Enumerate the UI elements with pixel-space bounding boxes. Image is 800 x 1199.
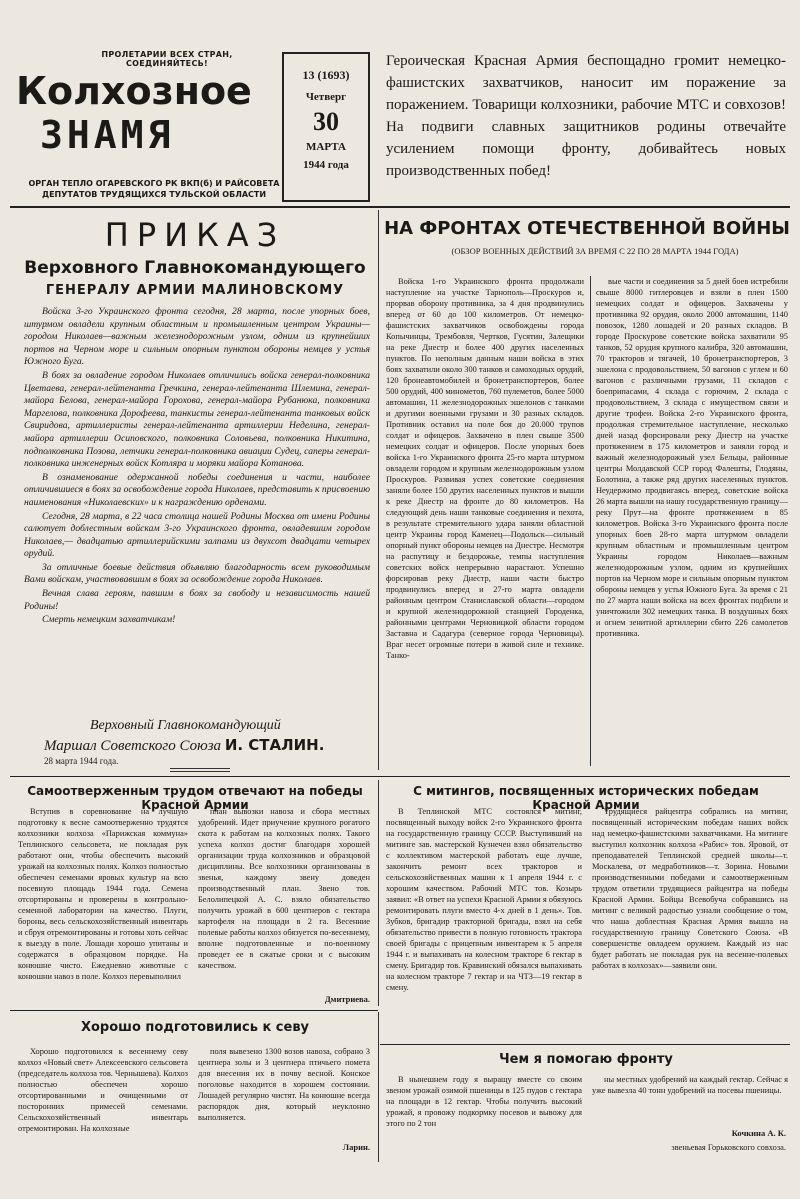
order-paragraph: Сегодня, 28 марта, в 22 часа столица нашей Родины Москва от имени Родины салютует доблестным войскам 3-го Украинского фронта, овладевшим городом Николаев,— двадцатью артиллерийскими залпами из двухсот двадцати четырех орудий. bbox=[24, 510, 370, 560]
section-divider bbox=[380, 1044, 790, 1045]
section-divider bbox=[10, 1010, 378, 1011]
order-signature bbox=[44, 736, 374, 755]
issue-weekday: Четверг bbox=[305, 91, 347, 103]
article-column bbox=[386, 1074, 582, 1162]
article-column bbox=[18, 806, 188, 1006]
article-column bbox=[198, 806, 370, 996]
ornament-divider bbox=[170, 768, 230, 772]
article-text: план вывозки навоза и сбора местных удобрений. Идет приучение крупного рогатого скота к работам на колхозных полях. Такого успеха колхоз достиг благодаря хорошей организации труда колхозников и образцовой дисциплины. Все колхозники организованы в звенья, каждому звену доведен производственный план. Звено тов. Белолипецкой А. С. взяло обязательство получить урожай в 600 центнеров с гектара картофеля на площади в 2 га. Весенние полевые работы колхоз обязуется по-весеннему, вполне подготовленные и по-военному проведет ее в сжатые сроки и с высоким качеством. bbox=[198, 807, 370, 970]
masthead-motto: ПРОЛЕТАРИИ ВСЕХ СТРАН, СОЕДИНЯЙТЕСЬ! bbox=[101, 50, 233, 68]
front-review-text: Войска 1-го Украинского фронта продолжали наступление на участке Тарнополь—Проскуров и, прорвав оборону противника, за 4 дня продвинулись вперед от 60 до 100 километров. От немецко-фашистских захватчиков освобождены города Копычинцы, Трембовля, Чертков, Гусятин, Залещики на реке Днестр и более 400 других населенных пунктов. По неполным данным наши войска в этих боях захватили около 300 танков и самоходных орудий, 120 бронеавтомобилей и бронетранспортеров, более 500 орудий, 400 минометов, 760 пулеметов, более 5000 автомашин, 11 железнодорожных эшелонов с танками и другими военными грузами и 30 разных складов. Противник оставил на поле боя до 20.000 трупов солдат и офицеров. Захвачено в плен свыше 3500 немецких солдат и офицеров. После упорных боев войска 1-го Украинского фронта 25-го марта штурмом овладели городом и крупным железнодорожным узлом Проскуров. Развивая успех советские соединения заняли более 150 других населенных пунктов и вышли к реке Днестр на фронте до 80 километров. На следующий день наши танковые соединения и пехота, в результате стремительного удара заняли областной центр Украины город Каменец—Подольск—сильный опорный пункт обороны немцев на Днестре. Несмотря на распутицу и бездорожье, темпы наступления советских войск непрерывно нарастают. Успешно форсировав реку Днестр, наши части быстро продвинулись вперед и 27-го марта овладели районным центром Станиславской области—городом и крупной железнодорожной станцией Городенка, районными центрами Черновицкой области городом Заставна и Садагура (северное города Черновицы). Враг несет огромные потери в живой силе и технике. Танко- bbox=[386, 277, 584, 660]
issue-date-box bbox=[282, 52, 370, 202]
article-author: Дмитриева. bbox=[324, 994, 370, 1004]
article-text: Вступив в соревнование на лучшую подготовку к весне самоотверженно трудятся колхозники колхоза «Парижская коммуна» Теплинского сельсовета, не покладая рук работают они, чтобы обеспечить высокий урожай на колхозных полях. Колхоз полностью обеспечен семенами яровых культур на всю посевную площадь 1944 года. Семена отсортированы и проверены в контрольно-семенной лаборатории на качество. Плуги, бороны, весь сельскохозяйственный инвентарь и сбруя отремонтированы и готовы хоть сейчас к выезду в поле. Лошади хорошо упитаны и содержатся в образцовом порядке. На конюшне чисто. Ежедневно животные с конюшни навоз в поле. Колхоз перевыполнил bbox=[18, 807, 188, 981]
article-column bbox=[592, 806, 788, 1038]
article-column bbox=[198, 1046, 370, 1142]
order-signature-name: И. СТАЛИН. bbox=[224, 736, 325, 754]
order-date: 28 марта 1944 года. bbox=[44, 756, 119, 766]
article-author: Кочкина А. К. bbox=[731, 1128, 786, 1138]
article-text: Трудящиеся райцентра собрались на митинг, посвященный историческим победам наших войск над немецко-фашистскими захватчиками. На митинге выступил колхозник колхоза «Рабис» тов. Яровой, от преподавателей Теплинской средней школы—т. Москалева, от медработников—т. Зорина. Новыми производственными победами и самоотверженным трудом ответили трудящиеся райцентра на победы Красной Армии. Бойцы Всевобуча собравшись на митинг с великой радостью узнали сообщение о том, что наша доблестная Красная Армия вышла на государственную границу Советского Союза. «В совершенстве овладеем оружием. Каждый из нас будет работать не покладая рук на весенне-полевых работах в колхозах»—заявили они. bbox=[592, 807, 788, 970]
article-title: С митингов, посвященных исторических победам Красной Армии bbox=[413, 784, 759, 812]
order-paragraph: За отличные боевые действия объявляю благодарность всем руководимым Вами войскам, участвовавшим в боях за освобождение города Николаев. bbox=[24, 561, 370, 586]
masthead-divider bbox=[10, 206, 790, 208]
article-author-note: звеньевая Горьковского совхоза. bbox=[671, 1143, 786, 1152]
order-paragraph: Вечная слава героям, павшим в боях за свободу и независимость нашей Родины! bbox=[24, 588, 370, 612]
newspaper-title-line2: ЗНАМЯ bbox=[40, 113, 175, 157]
article-column bbox=[386, 806, 582, 1038]
front-review-column-2 bbox=[596, 276, 788, 766]
front-review-text: вые части и соединения за 5 дней боев истребили свыше 8000 гитлеровцев и взяли в плен 1500 немецких солдат и офицеров. Захвачены у противника 92 орудия, около 2000 автомашин, 1140 повозок, 1280 лошадей и 20 разных складов. В городе Проскурове советские войска захватили 95 танков, 52 орудия крупного калибра, 320 автомашин, 70 тракторов и тягачей, 10 бронетранспортеров, 3 эшелона с продовольствием, 50 вагонов с углем и 60 вагонов с различными грузами, 11 складов с боеприпасами, 4 склада с горючим, 2 склада с продовольствием, 3 склада с имуществом связи и другие трофеи. Войска 2-го Украинского фронта, продолжая стремительное наступление, несколько дней назад форсировали реку Днестр на участке протяжением в 175 километров и заняли город и важный железнодорожный узел Бельцы, районные центры Молдавской ССР город Фалешты, Глодяны, Болотина, а также ряд других населенных пунктов. Неудержимо продвигаясь вперед, советские войска 26 марта вышли на нашу государственную границу—реку Прут—на фронте протяжением в 85 километров. Войска 3-го Украинского фронта после упорных боев 28-го марта штурмом овладели крупным областным и промышленным центром Украины городом Николаев—важным железнодорожным узлом, одним из крупнейших портов на Черном море и сильным опорным пунктом обороны немцев у устья Южного Буга. За время с 21 по 27 марта наши войска на всех фронтах подбили и уничтожили 302 немецких танка. В воздушных боях и огнем зенитной артиллерии сбито 226 самолетов противника. bbox=[596, 277, 788, 638]
article-text: ны местных удобрений на каждый гектар. Сейчас я уже вывезла 40 тонн удобрений на посевы пшеницы. bbox=[592, 1075, 788, 1095]
article-author: Ларин. bbox=[342, 1142, 370, 1152]
order-paragraph: В ознаменование одержанной победы соединения и части, наиболее отличившиеся в боях за освобождение города Николаев, представить к присвоению наименования «Николаевских» и к награждению орденами. bbox=[24, 471, 370, 508]
order-paragraph: Смерть немецким захватчикам! bbox=[42, 614, 176, 626]
column-divider bbox=[590, 276, 591, 766]
column-divider bbox=[378, 1012, 379, 1162]
front-review-subtitle: (ОБЗОР ВОЕННЫХ ДЕЙСТВИЙ ЗА ВРЕМЯ С 22 ПО 28 МАРТА 1944 ГОДА) bbox=[451, 246, 739, 256]
article-text: В нынешнем году я выращу вместе со своим звеном урожай озимой пшеницы в 125 пудов с гектара на площади в 12 гектар. Чтобы получить высокий урожай, я провожу подкормку посевов и вывожу для этого по 2 тон bbox=[386, 1075, 582, 1128]
front-review-column-1 bbox=[386, 276, 584, 766]
order-signature-role: Верховный Главнокомандующий bbox=[90, 718, 281, 733]
issue-month: МАРТА bbox=[306, 141, 346, 153]
order-title: ПРИКАЗ bbox=[104, 216, 286, 254]
article-text: Хорошо подготовился к весеннему севу колхоз «Новый свет» Алексеевского сельсовета (председатель колхоза тов. Чернышева). Колхоз полностью обеспечен хорошо отсортированными и очищенными от посторонних примесей семенами. Сельскохозяйственный инвентарь отремонтирован. На колхозные bbox=[18, 1047, 188, 1133]
order-paragraph: В боях за овладение городом Николаев отличились войска генерал-полковника Цветаева, генерал-лейтенанта Гречкина, генерал-лейтенанта Шлемина, генерал-майора Белова, генерал-майора Горохова, генерал-майора Рубанюка, полковника Маргелова, полковника Дорофеева, танкисты генерал-лейтенанта танковых войск Свиридова, артиллеристы генерал-лейтенанта артиллерии Неделина, генерал-майора артиллерии Осиповского, полковника Соловьева, полковника Никитина, подполковника Позова, летчики генерал-полковника авиации Судец, саперы генерал-полковника инженерных войск Котляра и моряки майора Котанова. bbox=[24, 369, 370, 470]
newspaper-title-line1: Колхозное bbox=[16, 69, 252, 113]
article-title: Чем я помогаю фронту bbox=[499, 1052, 673, 1067]
front-review-title: НА ФРОНТАХ ОТЕЧЕСТВЕННОЙ ВОЙНЫ bbox=[384, 218, 790, 239]
article-column bbox=[592, 1074, 788, 1124]
column-divider-top bbox=[378, 210, 379, 770]
issue-day: 30 bbox=[313, 107, 339, 136]
order-body bbox=[24, 306, 370, 628]
article-title: Самоотверженным трудом отвечают на победы Красной Армии bbox=[27, 784, 363, 812]
order-paragraph: Войска 3-го Украинского фронта сегодня, 28 марта, после упорных боев, штурмом овладели крупным областным и промышленным центром Украины—городом Николаев—важным железнодорожным узлом, одним из крупнейших портов на Черном море и сильным опорным пунктом обороны немцев у устья Южного Буга. bbox=[24, 306, 370, 368]
publisher-line: ОРГАН ТЕПЛО ОГАРЕВСКОГО РК ВКП(б) И РАЙСОВЕТА ДЕПУТАТОВ ТРУДЯЩИХСЯ ТУЛЬСКОЙ ОБЛАСТИ bbox=[28, 179, 280, 199]
masthead-slogan: Героическая Красная Армия беспощадно громит немецко-фашистских захватчиков, наносит им поражение за поражением. Товарищи колхозники, рабочие МТС и совхозов! На подвиги славных защитников родины отвечайте усилением помощи фронту, добивайтесь новых производственных побед! bbox=[386, 53, 786, 179]
article-text: поля вывезено 1300 возов навоза, собрано 3 центнера золы и 3 центнера птичьего помета для внесения их в почву весной. Конское поголовье находится в хорошем состоянии. Лошадей регулярно чистят. На конюшне всегда распорядок дня, который неуклонно выполняется. bbox=[198, 1047, 370, 1122]
column-divider bbox=[378, 780, 379, 1006]
issue-year: 1944 года bbox=[303, 159, 349, 171]
article-text: В Теплинской МТС состоялся митинг, посвященный выходу войск 2-го Украинского фронта на государственную границу СССР. Выступивший на митинге зав. мастерской Кузнечен взял обязательство с коллективом мастерской работать еще лучше, закончить ремонт всех тракторов и сельскохозяйственных машин к 1 апреля 1944 г. с хорошим качеством. Рабочий МТС тов. Козырь заявил: «В ответ на успехи Красной Армии я обязуюсь ремонтировать плуги вместо 4-х дней в 1 день». Тов. Зубков, бригадир тракторной бригады, взял на себя обязательство привести в полную готовность трактора своей бригады с прицепным инвентарем к 5 апреля 1944 г. и выпахивать на колесном тракторе 6 гектар в смену. Бригадир тов. Кравинский обязался выпахивать на колесном тракторе 7 гектар и на ЧТЗ—19 гектар в смену. bbox=[386, 807, 582, 992]
issue-number: 13 (1693) bbox=[302, 68, 350, 82]
article-column bbox=[18, 1046, 188, 1156]
order-subtitle: Верховного Главнокомандующего bbox=[24, 258, 366, 278]
article-title: Хорошо подготовились к севу bbox=[80, 1020, 310, 1035]
section-divider bbox=[10, 776, 790, 777]
order-signature-rank: Маршал Советского Союза bbox=[44, 738, 222, 754]
order-addressee: ГЕНЕРАЛУ АРМИИ МАЛИНОВСКОМУ bbox=[45, 283, 345, 298]
